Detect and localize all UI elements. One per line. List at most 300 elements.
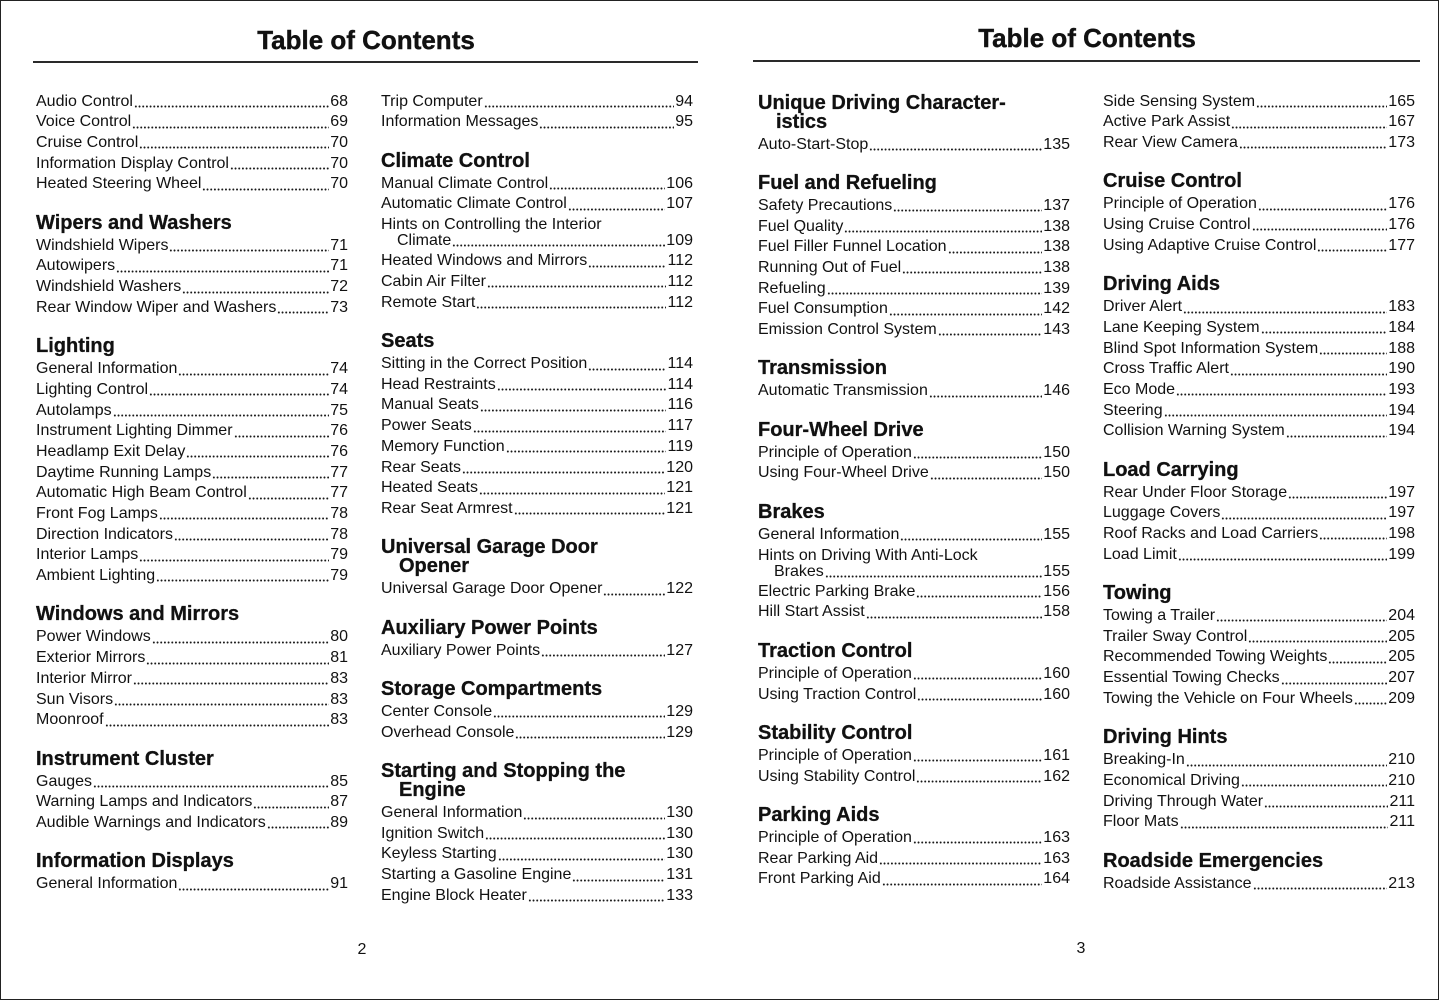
dot-leader: [1180, 826, 1389, 829]
dot-leader: [844, 230, 1042, 233]
entry-page-number: 80: [330, 628, 348, 646]
entry-page-number: 109: [666, 232, 693, 250]
section-heading: [758, 803, 1070, 828]
entry-row: [381, 251, 693, 272]
dot-leader: [152, 641, 330, 644]
section-heading: [381, 329, 693, 354]
entry-page-number: 197: [1388, 483, 1415, 501]
dot-leader: [1264, 805, 1388, 808]
entry-row: [758, 381, 1070, 402]
entry-page-number: 120: [666, 458, 693, 476]
entry-page-number: 156: [1043, 582, 1070, 600]
toc-entry: [1103, 236, 1415, 257]
entry-row: [758, 463, 1070, 484]
dot-leader: [1230, 373, 1387, 376]
entry-title: Breaking-In: [1103, 751, 1185, 769]
toc-entry: [381, 354, 693, 375]
toc-entry: [758, 463, 1070, 484]
toc-entry: [381, 293, 693, 314]
dot-leader: [498, 858, 666, 861]
entry-page-number: 163: [1043, 849, 1070, 867]
toc-section: [36, 92, 348, 195]
entry-row: [381, 416, 693, 437]
entry-row: [1103, 771, 1415, 792]
section-heading: [758, 91, 1070, 135]
entry-title: Steering: [1103, 401, 1163, 419]
dot-leader: [1239, 146, 1387, 149]
toc-entry: [36, 463, 348, 484]
toc-entry: [1103, 627, 1415, 648]
entry-page-number: 129: [666, 703, 693, 721]
toc-section: [1103, 581, 1415, 709]
entry-row: [1103, 627, 1415, 648]
section-heading: [36, 747, 348, 772]
entry-title: Principle of Operation: [758, 828, 912, 846]
entry-title: Roadside Assistance: [1103, 874, 1252, 892]
entry-page-number: 129: [666, 723, 693, 741]
entry-title: Exterior Mirrors: [36, 649, 146, 667]
entry-row: [36, 504, 348, 525]
entry-page-number: 199: [1388, 545, 1415, 563]
dot-leader: [113, 414, 330, 417]
entry-row: [758, 746, 1070, 767]
section-heading: [36, 334, 348, 359]
section-heading: [36, 211, 348, 236]
toc-entry: [758, 443, 1070, 464]
toc-entry: [758, 217, 1070, 238]
title-rule: [753, 60, 1420, 62]
toc-entry: [758, 869, 1070, 890]
section-heading: [36, 849, 348, 874]
dot-leader: [476, 306, 666, 309]
toc-section: [1103, 272, 1415, 442]
entry-row: [758, 685, 1070, 706]
entry-row: [1103, 215, 1415, 236]
section-heading-line: Windows and Mirrors: [36, 603, 240, 626]
toc-entry: [381, 803, 693, 824]
entry-page-number: 130: [666, 824, 693, 842]
dot-leader: [1261, 331, 1388, 334]
entry-page-number: 197: [1388, 504, 1415, 522]
toc-entry: [36, 874, 348, 895]
toc-section: [758, 418, 1070, 484]
section-heading: [36, 602, 348, 627]
toc-entry: [381, 499, 693, 520]
entry-title: Manual Climate Control: [381, 174, 549, 192]
entry-row: [758, 602, 1070, 623]
toc-entry: [1103, 380, 1415, 401]
dot-leader: [1241, 784, 1387, 787]
entry-title: Head Restraints: [381, 375, 496, 393]
toc-section: [758, 803, 1070, 890]
dot-leader: [588, 265, 666, 268]
entry-page-number: 74: [330, 380, 348, 398]
entry-title: Collision Warning System: [1103, 422, 1285, 440]
entry-title: Rear Parking Aid: [758, 849, 879, 867]
entry-title: Rear Under Floor Storage: [1103, 483, 1288, 501]
entry-page-number: 70: [330, 175, 348, 193]
section-heading: [758, 171, 1070, 196]
dot-leader: [882, 883, 1043, 886]
toc-entry: [1103, 339, 1415, 360]
dot-leader: [913, 456, 1042, 459]
toc-entry: [1103, 606, 1415, 627]
entry-row: [36, 277, 348, 298]
entry-title: Lighting Control: [36, 380, 149, 398]
entry-row: [36, 772, 348, 793]
toc-entry: [36, 421, 348, 442]
entry-page-number: 205: [1388, 627, 1415, 645]
dot-leader: [866, 616, 1043, 619]
entry-title: Gauges: [36, 772, 93, 790]
toc-entry: [758, 279, 1070, 300]
section-heading-line: Load Carrying: [1103, 458, 1239, 481]
dot-leader: [174, 538, 329, 541]
entry-title: Load Limit: [1103, 545, 1177, 563]
dot-leader: [149, 393, 329, 396]
entry-row: [36, 92, 348, 113]
entry-title: Auxiliary Power Points: [381, 641, 541, 659]
entry-row: [36, 690, 348, 711]
toc-entry: [36, 442, 348, 463]
entry-title: Heated Seats: [381, 479, 478, 497]
entry-title: Ignition Switch: [381, 824, 485, 842]
entry-title: Rear Seats: [381, 458, 462, 476]
section-heading: [758, 639, 1070, 664]
entry-title: Overhead Console: [381, 723, 515, 741]
entry-page-number: 127: [666, 641, 693, 659]
entry-title: Towing a Trailer: [1103, 607, 1216, 625]
dot-leader: [134, 105, 329, 108]
entry-row: [381, 844, 693, 865]
entry-row: [1103, 812, 1415, 833]
dot-leader: [1176, 393, 1387, 396]
entry-title: Principle of Operation: [758, 443, 912, 461]
entry-row: [1103, 380, 1415, 401]
entry-row: [381, 375, 693, 396]
entry-page-number: 155: [1043, 562, 1070, 580]
toc-column: [758, 91, 1070, 891]
section-heading-line: Instrument Cluster: [36, 747, 214, 770]
dot-leader: [588, 368, 666, 371]
entry-page-number: 138: [1043, 238, 1070, 256]
dot-leader: [1281, 682, 1388, 685]
entry-row: [1103, 194, 1415, 215]
entry-title: Using Stability Control: [758, 767, 916, 785]
entry-row: [758, 582, 1070, 603]
entry-row: [1103, 792, 1415, 813]
dot-leader: [253, 806, 329, 809]
entry-page-number: 75: [330, 401, 348, 419]
entry-row: [381, 458, 693, 479]
entry-title: Information Display Control: [36, 154, 229, 172]
section-heading: [1103, 581, 1415, 606]
entry-title: Ambient Lighting: [36, 567, 156, 585]
entry-page-number: 142: [1043, 300, 1070, 318]
entry-row: [1103, 606, 1415, 627]
toc-entry: [36, 545, 348, 566]
dot-leader: [1252, 228, 1388, 231]
entry-page-number: 106: [666, 174, 693, 192]
toc-entry: [758, 582, 1070, 603]
toc-entry: [758, 602, 1070, 623]
entry-title: Sitting in the Correct Position: [381, 355, 588, 373]
dot-leader: [889, 313, 1042, 316]
dot-leader: [93, 785, 329, 788]
entry-page-number: 71: [330, 236, 348, 254]
entry-page-number: 164: [1043, 870, 1070, 888]
section-heading-line: Parking Aids: [758, 803, 880, 826]
toc-section: [381, 677, 693, 743]
entry-row: [758, 279, 1070, 300]
entry-title: Direction Indicators: [36, 525, 173, 543]
section-heading: [381, 759, 693, 803]
entry-title: Rear Seat Armrest: [381, 499, 513, 517]
entry-page-number: 131: [666, 866, 693, 884]
toc-entry: [1103, 812, 1415, 833]
entry-row: [758, 258, 1070, 279]
toc-entry: [758, 546, 1070, 582]
toc-entry: [36, 566, 348, 587]
entry-page-number: 138: [1043, 217, 1070, 235]
dot-leader: [1186, 764, 1387, 767]
dot-leader: [541, 654, 665, 657]
entry-page-number: 76: [330, 422, 348, 440]
toc-entry: [381, 641, 693, 662]
toc-entry: [758, 849, 1070, 870]
entry-title: Using Traction Control: [758, 685, 917, 703]
entry-row: [1103, 750, 1415, 771]
entry-title: Auto-Start-Stop: [758, 135, 869, 153]
entry-title: Trailer Sway Control: [1103, 627, 1248, 645]
toc-entry: [1103, 215, 1415, 236]
entry-page-number: 117: [667, 417, 693, 435]
entry-page-number: 177: [1388, 236, 1415, 254]
entry-row: [36, 792, 348, 813]
section-heading-line: Information Displays: [36, 850, 234, 873]
toc-entry: [381, 416, 693, 437]
dot-leader: [1319, 352, 1387, 355]
toc-entry: [381, 437, 693, 458]
dot-leader: [473, 430, 667, 433]
entry-row: [758, 299, 1070, 320]
section-heading-line: Lighting: [36, 335, 115, 358]
entry-row: [758, 196, 1070, 217]
section-heading-line: Opener: [399, 555, 470, 578]
entry-title: Economical Driving: [1103, 771, 1240, 789]
dot-leader: [178, 888, 329, 891]
toc-section: [381, 535, 693, 600]
dot-leader: [485, 837, 665, 840]
entry-page-number: 74: [330, 360, 348, 378]
entry-row: [36, 545, 348, 566]
dot-leader: [1231, 126, 1387, 129]
toc-section: [1103, 458, 1415, 566]
page-title: Table of Contents: [257, 25, 475, 55]
entry-title: Power Windows: [36, 628, 151, 646]
entry-row: [1103, 483, 1415, 504]
entry-title: Using Four-Wheel Drive: [758, 464, 929, 482]
entry-title: General Information: [758, 525, 900, 543]
toc-column: [36, 92, 348, 895]
entry-page-number: 188: [1388, 339, 1415, 357]
entry-row: [381, 112, 693, 133]
dot-leader: [132, 126, 329, 129]
entry-page-number: 160: [1043, 685, 1070, 703]
entry-title: Safety Precautions: [758, 196, 893, 214]
dot-leader: [929, 395, 1042, 398]
entry-page-number: 95: [675, 113, 693, 131]
section-heading-line: Climate Control: [381, 149, 530, 172]
toc-entry: [1103, 668, 1415, 689]
entry-title: Front Parking Aid: [758, 870, 881, 888]
dot-leader: [1253, 887, 1388, 890]
entry-page-number: 176: [1388, 195, 1415, 213]
section-heading-line: Auxiliary Power Points: [381, 616, 598, 639]
toc-section: [758, 721, 1070, 787]
section-heading-line: Wipers and Washers: [36, 211, 232, 234]
entry-title: Climate: [397, 232, 452, 250]
dot-leader: [1221, 517, 1387, 520]
entry-page-number: 116: [667, 396, 693, 414]
dot-leader: [825, 575, 1043, 578]
toc-entry: [36, 627, 348, 648]
entry-title: Brakes: [774, 562, 824, 580]
entry-row: [36, 669, 348, 690]
entry-row: [36, 874, 348, 895]
dot-leader: [948, 251, 1043, 254]
dot-leader: [493, 715, 665, 718]
toc-entry: [758, 746, 1070, 767]
entry-row: [1103, 545, 1415, 566]
toc-section: [36, 334, 348, 587]
entry-row: [758, 320, 1070, 341]
entry-row: [1103, 874, 1415, 895]
dot-leader: [1258, 208, 1387, 211]
toc-entry: [36, 669, 348, 690]
entry-title: Interior Mirror: [36, 669, 133, 687]
dot-leader: [916, 595, 1042, 598]
entry-title: Driving Through Water: [1103, 792, 1264, 810]
entry-row: [381, 803, 693, 824]
entry-page-number: 121: [666, 499, 693, 517]
entry-title: Fuel Filler Funnel Location: [758, 238, 947, 256]
toc-entry: [1103, 771, 1415, 792]
entry-row: [1103, 503, 1415, 524]
entry-row: [36, 236, 348, 257]
dot-leader: [202, 188, 329, 191]
entry-title: Hints on Driving With Anti-Lock: [758, 546, 978, 564]
dot-leader: [902, 271, 1042, 274]
entry-page-number: 190: [1388, 360, 1415, 378]
entry-page-number: 160: [1043, 664, 1070, 682]
entry-page-number: 211: [1389, 792, 1415, 810]
entry-page-number: 194: [1388, 401, 1415, 419]
entry-title: Trip Computer: [381, 92, 483, 110]
toc-entry: [381, 395, 693, 416]
toc-entry: [36, 380, 348, 401]
entry-page-number: 83: [330, 669, 348, 687]
entry-title: Recommended Towing Weights: [1103, 648, 1328, 666]
entry-page-number: 167: [1388, 113, 1415, 131]
dot-leader: [549, 187, 665, 190]
dot-leader: [917, 698, 1042, 701]
toc-section: [758, 639, 1070, 705]
toc-entry: [381, 579, 693, 600]
toc-section: [381, 759, 693, 906]
toc-entry: [36, 92, 348, 113]
entry-page-number: 205: [1388, 648, 1415, 666]
section-heading-line: Towing: [1103, 582, 1172, 605]
dot-leader: [827, 292, 1043, 295]
toc-entry: [758, 767, 1070, 788]
toc-entry: [36, 236, 348, 257]
toc-entry: [1103, 318, 1415, 339]
entry-row: [1103, 133, 1415, 154]
entry-title: Audio Control: [36, 92, 133, 110]
dot-leader: [930, 477, 1043, 480]
dot-leader: [913, 841, 1042, 844]
entry-row: [36, 401, 348, 422]
toc-entry: [1103, 133, 1415, 154]
dot-leader: [1216, 619, 1387, 622]
toc-entry: [36, 483, 348, 504]
entry-row: [36, 813, 348, 834]
dot-leader: [913, 677, 1042, 680]
dot-leader: [1178, 558, 1387, 561]
entry-row: [1103, 689, 1415, 710]
section-heading: [381, 535, 693, 579]
entry-row: [36, 525, 348, 546]
toc-entry: [1103, 792, 1415, 813]
toc-entry: [381, 865, 693, 886]
toc-entry: [758, 196, 1070, 217]
entry-page-number: 150: [1043, 464, 1070, 482]
toc-entry: [36, 813, 348, 834]
entry-title: General Information: [36, 360, 178, 378]
entry-title: Using Cruise Control: [1103, 216, 1251, 234]
dot-leader: [212, 476, 329, 479]
entry-title: Cruise Control: [36, 134, 139, 152]
entry-page-number: 112: [667, 273, 693, 291]
entry-row: [36, 359, 348, 380]
toc-entry: [381, 112, 693, 133]
entry-page-number: 78: [330, 505, 348, 523]
entry-title: Lane Keeping System: [1103, 318, 1260, 336]
page-title: Table of Contents: [978, 23, 1196, 53]
toc-entry: [1103, 92, 1415, 113]
entry-row: [758, 443, 1070, 464]
entry-title: Rear Window Wiper and Washers: [36, 298, 277, 316]
document-page-right: [720, 0, 1439, 1000]
dot-leader: [869, 148, 1042, 151]
entry-row: [381, 395, 693, 416]
entry-title: Emission Control System: [758, 321, 937, 338]
entry-page-number: 70: [330, 154, 348, 172]
entry-row: [1103, 647, 1415, 668]
entry-page-number: 83: [330, 711, 348, 729]
entry-title: Hints on Controlling the Interior: [381, 216, 602, 234]
entry-page-number: 76: [330, 442, 348, 460]
entry-page-number: 213: [1388, 874, 1415, 892]
entry-row: [36, 112, 348, 133]
toc-section: [1103, 849, 1415, 895]
entry-title: Heated Windows and Mirrors: [381, 252, 588, 270]
toc-entry: [381, 723, 693, 744]
entry-row: [758, 767, 1070, 788]
entry-title: Automatic Climate Control: [381, 195, 567, 213]
dot-leader: [879, 862, 1042, 865]
